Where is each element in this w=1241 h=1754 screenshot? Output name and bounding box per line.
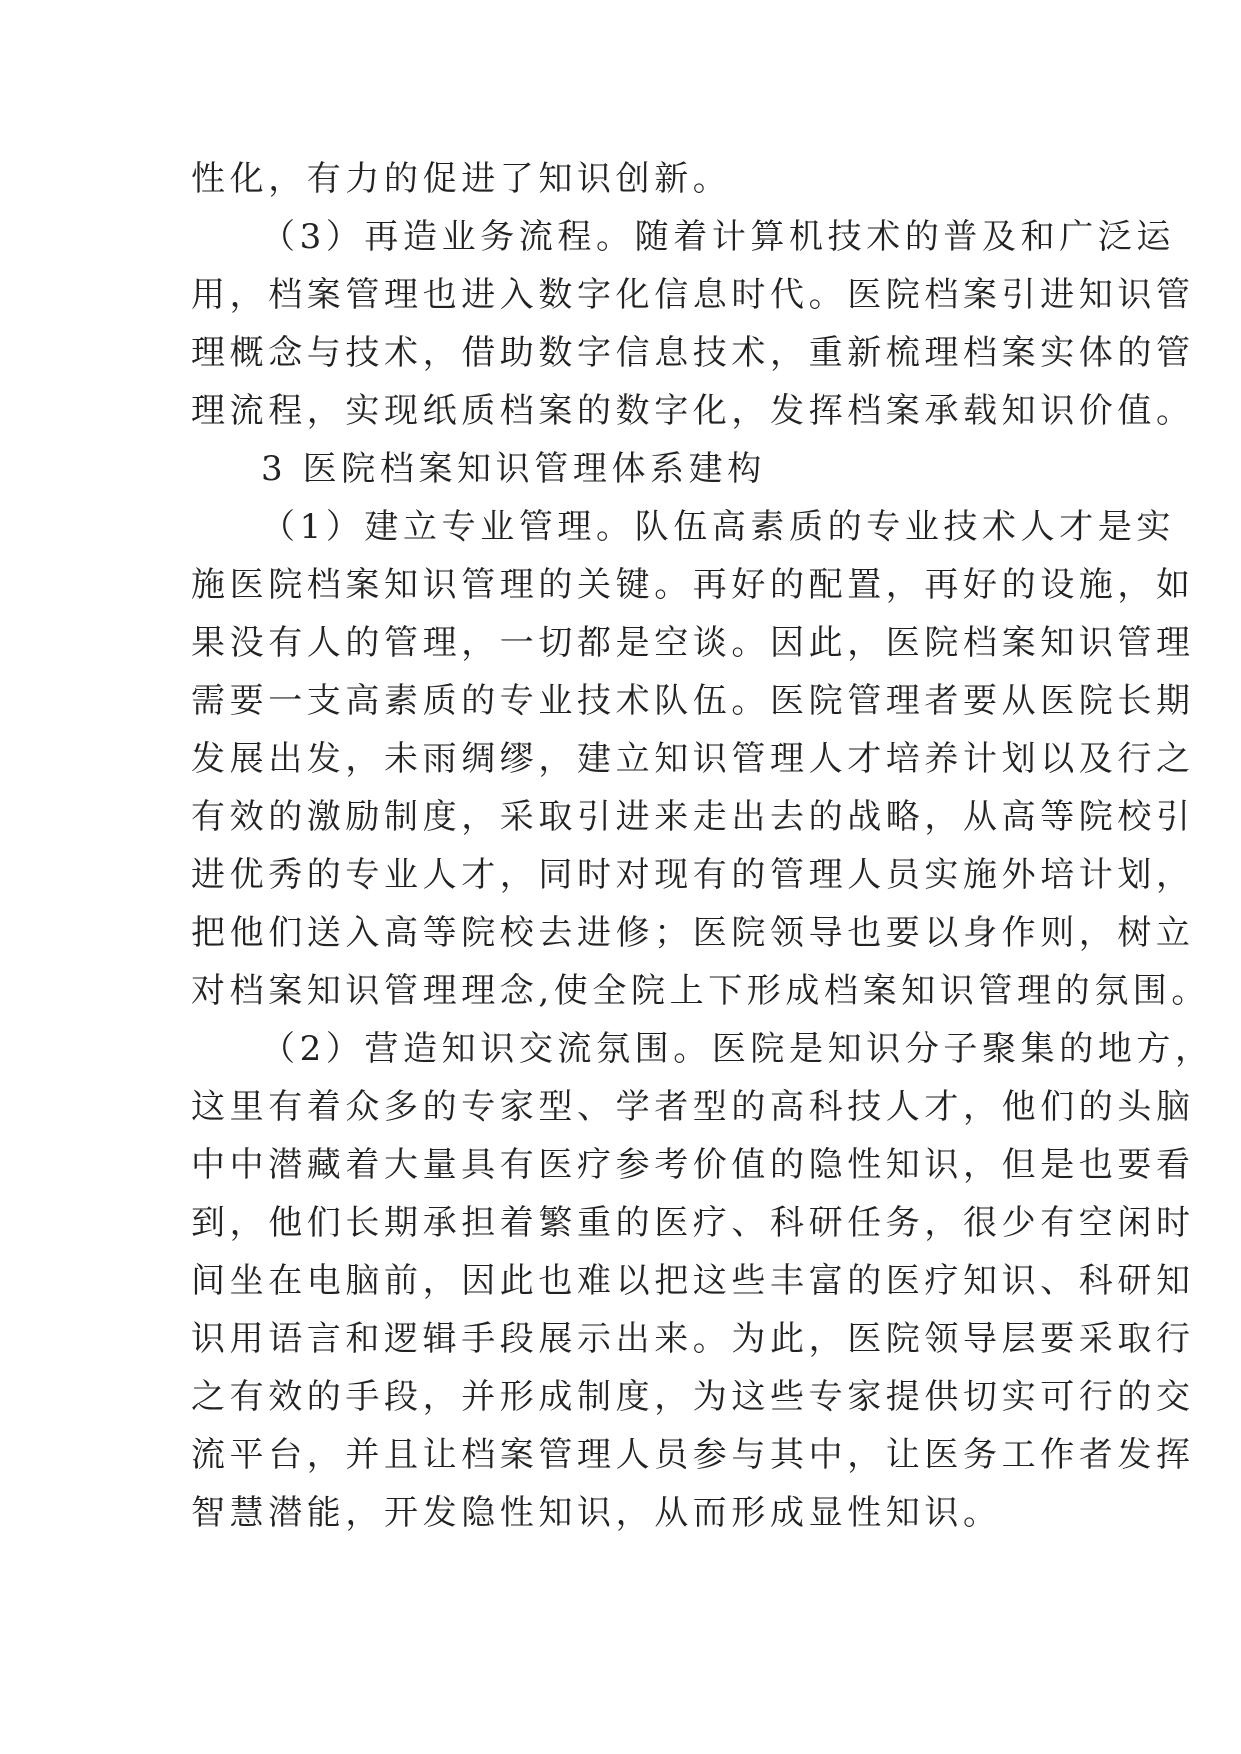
text-line: 施医院档案知识管理的关键。再好的配置，再好的设施，如 <box>191 565 1195 605</box>
text-line: 理概念与技术，借助数字信息技术，重新梳理档案实体的管 <box>191 333 1195 373</box>
text-line: 有效的激励制度，采取引进来走出去的战略，从高等院校引 <box>191 797 1195 837</box>
text-line: 识用语言和逻辑手段展示出来。为此，医院领导层要采取行 <box>191 1319 1195 1359</box>
text-line: 到，他们长期承担着繁重的医疗、科研任务，很少有空闲时 <box>191 1203 1195 1243</box>
section-heading: 3 医院档案知识管理体系建构 <box>261 449 766 489</box>
text-line: 需要一支高素质的专业技术队伍。医院管理者要从医院长期 <box>191 681 1195 721</box>
text-line: 间坐在电脑前，因此也难以把这些丰富的医疗知识、科研知 <box>191 1261 1195 1301</box>
text-line: 性化，有力的促进了知识创新。 <box>191 159 732 199</box>
text-line: 果没有人的管理，一切都是空谈。因此，医院档案知识管理 <box>191 623 1195 663</box>
paragraph-start-line: （2）营造知识交流氛围。医院是知识分子聚集的地方， <box>261 1029 1214 1069</box>
paragraph-start-line: （3）再造业务流程。随着计算机技术的普及和广泛运 <box>261 217 1176 257</box>
text-line: 流平台，并且让档案管理人员参与其中，让医务工作者发挥 <box>191 1435 1195 1475</box>
text-line: 进优秀的专业人才，同时对现有的管理人员实施外培计划， <box>191 855 1195 895</box>
body-text <box>191 150 1214 1542</box>
text-line: 对档案知识管理理念,使全院上下形成档案知识管理的氛围。 <box>191 971 1211 1011</box>
text-line: 发展出发，未雨绸缪，建立知识管理人才培养计划以及行之 <box>191 739 1195 779</box>
text-line: 用，档案管理也进入数字化信息时代。医院档案引进知识管 <box>191 275 1195 315</box>
text-line: 理流程，实现纸质档案的数字化，发挥档案承载知识价值。 <box>191 391 1195 431</box>
text-line: 智慧潜能，开发隐性知识，从而形成显性知识。 <box>191 1493 1002 1533</box>
text-line: 中中潜藏着大量具有医疗参考价值的隐性知识，但是也要看 <box>191 1145 1195 1185</box>
text-line: 之有效的手段，并形成制度，为这些专家提供切实可行的交 <box>191 1377 1195 1417</box>
text-line: 把他们送入高等院校去进修；医院领导也要以身作则，树立 <box>191 913 1195 953</box>
paragraph-start-line: （1）建立专业管理。队伍高素质的专业技术人才是实 <box>261 507 1176 547</box>
text-line: 这里有着众多的专家型、学者型的高科技人才，他们的头脑 <box>191 1087 1195 1127</box>
